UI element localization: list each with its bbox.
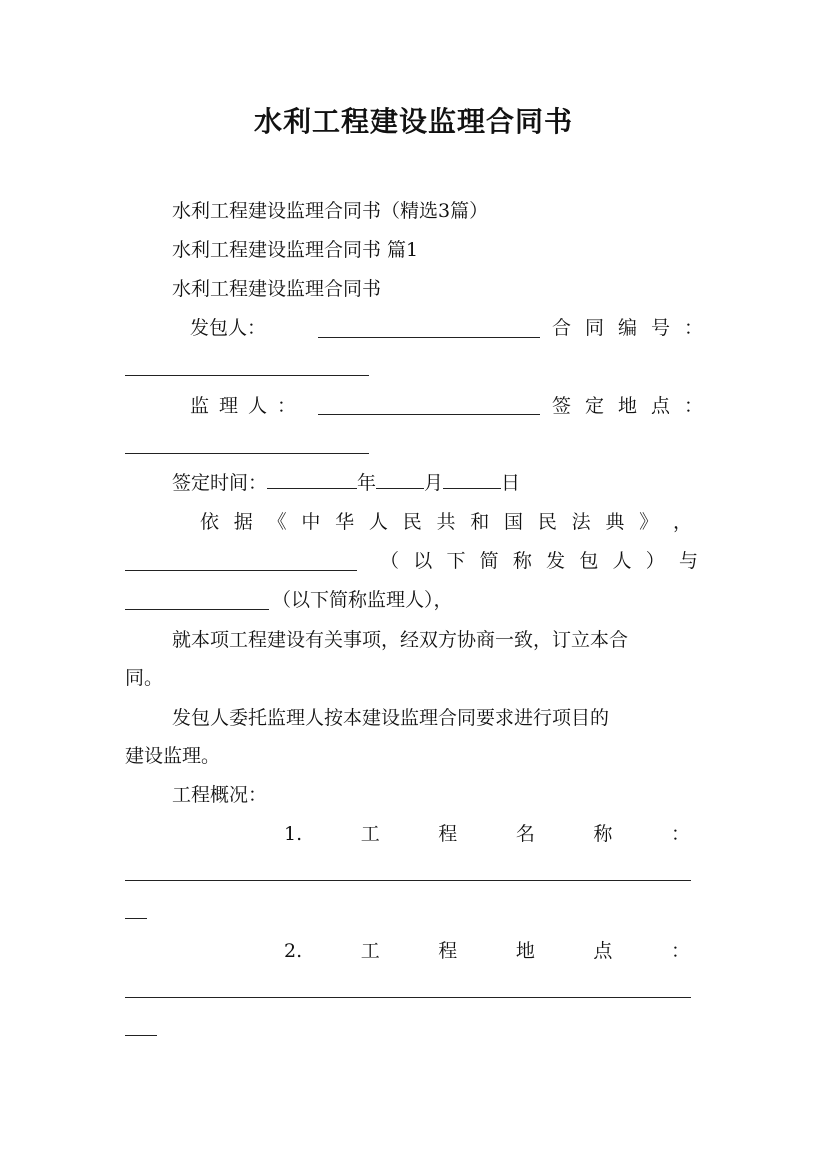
basis-char: 典 (605, 511, 625, 533)
item1-char: ： (670, 823, 690, 845)
item1-line (284, 821, 690, 847)
item1-char: 工 (360, 823, 380, 845)
item1-char: 称 (593, 823, 613, 845)
day-label: 日 (501, 472, 521, 494)
abbrev-char: 以 (413, 550, 433, 572)
basis-char: ， (672, 511, 692, 533)
para-entrust-line1: 发包人委托监理人按本建设监理合同要求进行项目的 (172, 707, 610, 729)
abbrev-char: 称 (512, 550, 532, 572)
item1-blank-line1 (125, 880, 691, 881)
item2-char: 地 (515, 940, 535, 962)
sign-place-blank (125, 453, 369, 454)
item2-char: 2. (284, 940, 303, 962)
abbrev-char: ） (645, 550, 665, 572)
supervisor-blank (318, 414, 540, 415)
item2-char: ： (670, 940, 690, 962)
party-a-blank (318, 337, 540, 338)
party-a-label (190, 315, 290, 341)
item1-char: 名 (515, 823, 535, 845)
abbrev-char: 包 (579, 550, 599, 572)
item1-char: 程 (438, 823, 458, 845)
supervisor-name-blank (125, 609, 269, 610)
party-a-label-text: 发包人： (190, 317, 267, 339)
year-blank (267, 470, 357, 489)
abbrev-char: 发 (546, 550, 566, 572)
basis-char: 《 (267, 511, 287, 533)
basis-char: 据 (233, 511, 253, 533)
contract-no-label: 合同编号： (552, 317, 718, 339)
basis-char: 中 (301, 511, 321, 533)
day-blank (443, 470, 501, 489)
party-a-name-blank (125, 570, 357, 571)
abbrev-char: 下 (446, 550, 466, 572)
basis-char: 共 (436, 511, 456, 533)
basis-char: 依 (200, 511, 220, 533)
item1-blank-line2 (125, 918, 147, 919)
basis-char: 国 (504, 511, 524, 533)
sign-time-row (172, 470, 520, 496)
abbrev-char: 简 (479, 550, 499, 572)
para-consensus-line1: 就本项工程建设有关事项，经双方协商一致，订立本合 (172, 629, 629, 651)
abbrev-supervisor: （以下简称监理人）， (272, 589, 453, 611)
abbrev-party-a-line (380, 548, 698, 574)
basis-char: 民 (537, 511, 557, 533)
basis-char: 法 (571, 511, 591, 533)
basis-char: 人 (368, 511, 388, 533)
basis-char: 民 (402, 511, 422, 533)
month-blank (376, 470, 424, 489)
item2-line (284, 938, 690, 964)
item2-char: 程 (438, 940, 458, 962)
sign-time-label: 签定时间： (172, 472, 268, 494)
item2-char: 工 (360, 940, 380, 962)
abbrev-char: 人 (612, 550, 632, 572)
page-title: 水利工程建设监理合同书 (253, 105, 573, 138)
subtitle: 水利工程建设监理合同书（精选3篇） (172, 200, 489, 222)
contract-no-blank (125, 375, 369, 376)
abbrev-char: 与 (678, 550, 698, 572)
abbrev-char: （ (380, 550, 400, 572)
item2-char: 点 (593, 940, 613, 962)
para-entrust-line2: 建设监理。 (125, 745, 221, 767)
month-label: 月 (424, 472, 444, 494)
overview-label: 工程概况： (172, 784, 268, 806)
part-heading: 水利工程建设监理合同书 篇1 (172, 239, 419, 261)
basis-char: 华 (335, 511, 355, 533)
year-label: 年 (357, 472, 377, 494)
contract-heading: 水利工程建设监理合同书 (172, 278, 382, 300)
supervisor-label: 监理人： (190, 395, 307, 417)
sign-place-label: 签定地点： (552, 395, 718, 417)
item2-blank-line1 (125, 997, 691, 998)
para-consensus-line2: 同。 (125, 667, 164, 689)
basis-char: 和 (470, 511, 490, 533)
basis-line (200, 509, 692, 535)
item1-char: 1. (284, 823, 303, 845)
basis-char: 》 (639, 511, 659, 533)
item2-blank-line2 (125, 1035, 157, 1036)
